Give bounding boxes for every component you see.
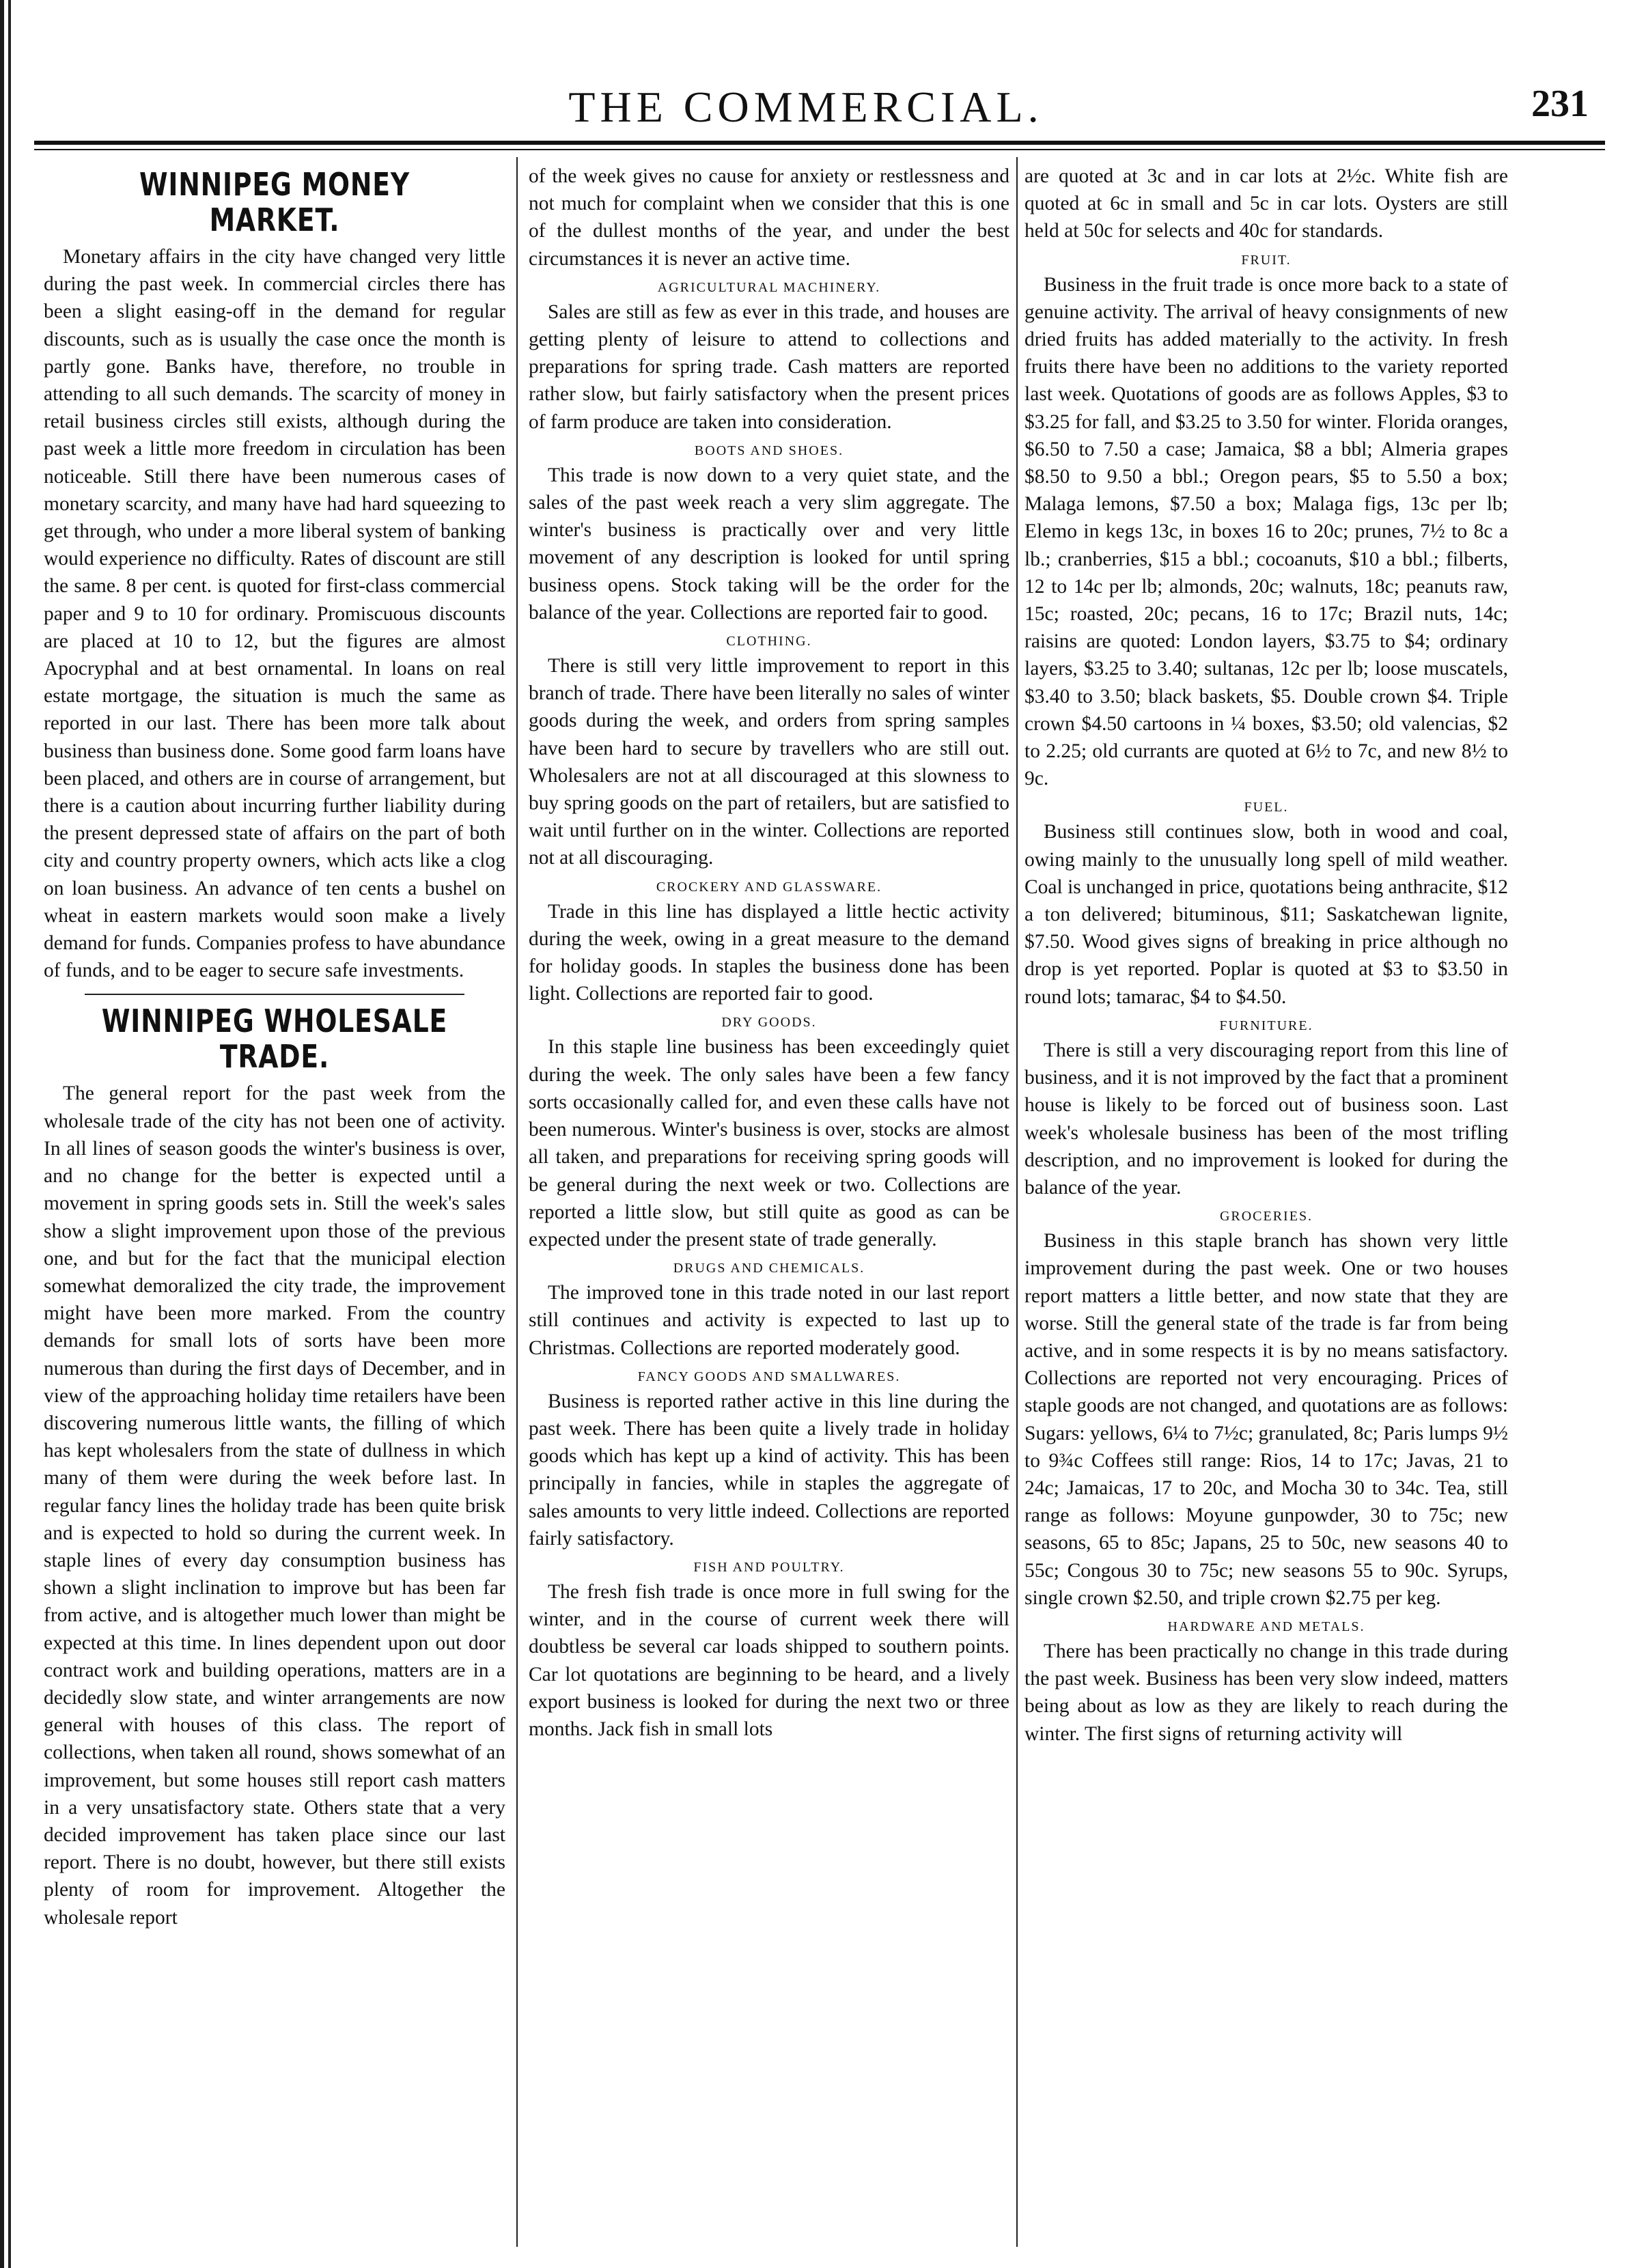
hardware-heading: HARDWARE AND METALS. (1167, 1619, 1365, 1634)
fuel-text: Business still continues slow, both in wood and coal, owing mainly to the unusually long spell of mild weather. Coal is unchanged in price, quotations being anthracite, $12 a ton delivered; bituminous, $11; Saskatchewan lignite, $7.50. Wood gives signs of breaking in price although no drop is yet reported. Poplar is quoted at $3 to $3.50 in round lots; tamarac, $4 to $4.50. (1024, 821, 1508, 1008)
fish-poultry-heading: FISH AND POULTRY. (693, 1559, 845, 1575)
scanned-binding-edge (0, 0, 40, 2268)
crockery-heading: CROCKERY AND GLASSWARE. (656, 879, 882, 895)
agricultural-machinery-heading: AGRICULTURAL MACHINERY. (657, 279, 881, 295)
boots-shoes-heading: BOOTS AND SHOES. (694, 443, 844, 458)
fruit-heading: FRUIT. (1241, 252, 1292, 268)
column-rule (516, 157, 518, 2247)
wholesale-trade-article: The general report for the past week from the wholesale trade of the city has not been one of activity. In all lines of season goods the winter's business is over, and no change for the better is expected until a movement in spring goods sets in. Still the week's sales show a slight improvement upon those of the previous one, and but for the fact that the municipal election somewhat demoralized the city trade, the improvement might have been more marked. From the country demands for small lots of sorts have been more numerous than during the first days of December, and in view of the approaching holiday time retailers have been discovering numerous little wants, the filling of which has kept wholesalers from the state of dullness in which many of them were during the week before last. In regular fancy lines the holiday trade has been quite brisk and is expected to hold so during the current week. In staple lines of every day consumption business has shown a slight inclination to improve but has been far from active, and is altogether much lower than might be expected at this time. In lines dependent upon out door contract work and building operations, matters are in a decidedly slow state, and winter arrangements are now general with houses of this class. The report of collections, when taken all round, shows somewhat of an improvement, but some houses still report cash matters in a very unsatisfactory state. Others state that a very decided improvement has taken place since our last report. There is no doubt, however, but there still exists plenty of room for improvement. Altogether the wholesale report (44, 1082, 505, 1929)
furniture-heading: FURNITURE. (1219, 1018, 1313, 1033)
groceries-heading: GROCERIES. (1219, 1209, 1313, 1224)
fancy-goods-heading: FANCY GOODS AND SMALLWARES. (637, 1369, 901, 1384)
column-2 (529, 163, 1009, 2239)
dry-goods-heading: DRY GOODS. (721, 1015, 817, 1031)
fancy-goods-text: Business is reported rather active in this line during the past week. There has been quite a lively trade in holiday goods which has kept up a kind of activity. This has been principally in fancies, while in staples the aggregate of sales amounts to very little indeed. Collections are reported fairly satisfactory. (529, 1390, 1009, 1550)
money-market-headline: WINNIPEG MONEY MARKET. (139, 166, 410, 238)
wholesale-continued-text: of the week gives no cause for anxiety or restlessness and not much for complaint when we consider that this is one of the dullest months of the year, and under the best circumstances it is never an active time. (529, 165, 1009, 270)
fish-continued-text: are quoted at 3c and in car lots at 2½c. White fish are quoted at 6c in small and 5c in car lots. Oysters are still held at 50c for selects and 40c for standards. (1024, 165, 1508, 242)
money-market-article: Monetary affairs in the city have changed very little during the past week. In commercial circles there has been a slight easing-off in the demand for regular discounts, such as is usually the case once the month is partly gone. Banks have, therefore, no trouble in attending to all such demands. The scarcity of money in retail business circles still exists, although during the past week a little more freedom in circulation has been noticeable. Still there have been numerous cases of monetary scarcity, and many have had hard squeezing to get through, who under a more liberal system of banking would experience no difficulty. Rates of discount are still the same. 8 per cent. is quoted for first-class commercial paper and 9 to 10 for ordinary. Promiscuous discounts are placed at 10 to 12, but the figures are almost Apocryphal and at best ornamental. In loans on real estate mortgage, the situation is much the same as reported in our last. There has been more talk about business than business done. Some good farm loans have been placed, and others are in course of arrangement, but there is a caution about incurring further liability during the present depressed state of affairs on the part of both city and country property owners, which acts like a clog on loan business. An advance of ten cents a bushel on wheat in eastern markets would soon make a lively demand for funds. Companies profess to have abundance of funds, and to be eager to secure safe investments. (44, 246, 505, 982)
clothing-text: There is still very little improvement to report in this branch of trade. There have been literally no sales of winter goods during the week, and orders from spring samples have been hard to secure by travellers who are still out. Wholesalers are not at all discouraged at this slowness to buy spring goods on the part of retailers, but are satisfied to wait until further on in the winter. Collections are reported not at all discouraging. (529, 655, 1009, 869)
boots-shoes-text: This trade is now down to a very quiet state, and the sales of the past week reach a very slim aggregate. The winter's business is practically over and very little movement of any description is looked for until spring business opens. Stock taking will be the order for the balance of the year. Collections are reported fair to good. (529, 464, 1009, 624)
wholesale-trade-headline: WINNIPEG WHOLESALE TRADE. (101, 1003, 448, 1076)
header-rule (34, 141, 1605, 145)
agricultural-machinery-text: Sales are still as few as ever in this trade, and houses are getting plenty of leisure to attend to collections and preparations for spring trade. Cash matters are reported rather slow, but fairly satisfactory when the present prices of farm produce are taken into consideration. (529, 300, 1009, 433)
column-rule (1016, 157, 1018, 2247)
fish-poultry-text: The fresh fish trade is once more in full swing for the winter, and in the course of current week there will doubtless be several car loads shipped to southern points. Car lot quotations are beginning to be heard, and a lively export business is looked for during the next two or three months. Jack fish in small lots (529, 1580, 1009, 1740)
clothing-heading: CLOTHING. (726, 634, 812, 649)
masthead: THE COMMERCIAL. (568, 83, 1044, 131)
dry-goods-text: In this staple line business has been exceedingly quiet during the week. The only sales have been a few fancy sorts occasionally called for, and even these calls have not been numerous. Winter's business is over, stocks are almost all taken, and preparations for receiving spring goods will be general during the next week or two. Collections are reported a little slow, but still quite as good as can be expected under the present state of trade generally. (529, 1036, 1009, 1250)
furniture-text: There is still a very discouraging report from this line of business, and it is not improved by the fact that a prominent house is likely to be forced out of business soon. Last week's wholesale business has been of the most trifling description, and no improvement is looked for during the balance of the year. (1024, 1039, 1508, 1199)
crockery-text: Trade in this line has displayed a little hectic activity during the week, owing in a great measure to the demand for holiday goods. In staples the business done has been light. Collections are reported fair to good. (529, 900, 1009, 1005)
drugs-heading: DRUGS AND CHEMICALS. (673, 1261, 865, 1276)
drugs-text: The improved tone in this trade noted in our last report still continues and activity is expected to last up to Christmas. Collections are reported moderately good. (529, 1282, 1009, 1359)
column-3 (1024, 163, 1508, 2239)
fruit-text: Business in the fruit trade is once more back to a state of genuine activity. The arrival of heavy consignments of new dried fruits has added materially to the activity. In fresh fruits there have been no additions to the variety reported last week. Quotations of goods are as follows Apples, $3 to $3.25 for fall, and $3.25 to 3.50 for winter. Florida oranges, $6.50 to 7.50 a case; Jamaica, $8 a bbl; Almeria grapes $8.50 to 9.50 a bbl.; Oregon pears, $5 to 5.50 a box; Malaga lemons, $7.50 a box; Malaga figs, 13c per lb; Elemo in kegs 13c, in boxes 16 to 20c; prunes, 7½ to 8c a lb.; cranberries, $15 a bbl.; cocoanuts, $10 a bbl.; filberts, 12 to 14c per lb; almonds, 20c; walnuts, 18c; peanuts raw, 15c; roasted, 20c; pecans, 16 to 17c; Brazil nuts, 14c; raisins are quoted: London layers, $3.75 to $4; ordinary layers, $3.25 to 3.40; sultanas, 12c per lb; loose muscatels, $3.40 to 3.50; black baskets, $5. Double crown $4. Triple crown $4.50 cartoons in ¼ boxes, $3.50; old valencias, $2 to 2.25; old currants are quoted at 6½ to 7c, and new 8½ to 9c. (1024, 273, 1508, 790)
fuel-heading: FUEL. (1244, 800, 1289, 815)
section-divider (44, 991, 505, 998)
hardware-text: There has been practically no change in this trade during the past week. Business has been very slow indeed, matters being about as low as they are likely to reach during the winter. The first signs of returning activity will (1024, 1640, 1508, 1745)
column-1 (44, 163, 505, 2239)
header-rule-thin (34, 149, 1605, 150)
groceries-text: Business in this staple branch has shown very little improvement during the past week. One or two houses report matters a little better, and now state that they are worse. Still the general state of the trade is far from being active, and in some respects it is by no means satisfactory. Collections are reported not very encouraging. Prices of staple goods are not changed, and quotations are as follows: Sugars: yellows, 6¼ to 7½c; granulated, 8c; Paris lumps 9½ to 9¾c Coffees still range: Rios, 14 to 17c; Javas, 21 to 24c; Jamaicas, 17 to 20c, and Mocha 30 to 34c. Tea, still range as follows: Moyune gunpowder, 30 to 75c; new seasons, 65 to 85c; Japans, 25 to 50c, new seasons 40 to 55c; Congous 30 to 75c; new seasons 55 to 90c. Syrups, single crown $2.50, and triple crown $2.75 per keg. (1024, 1230, 1508, 1609)
page-number: 231 (1531, 83, 1589, 125)
